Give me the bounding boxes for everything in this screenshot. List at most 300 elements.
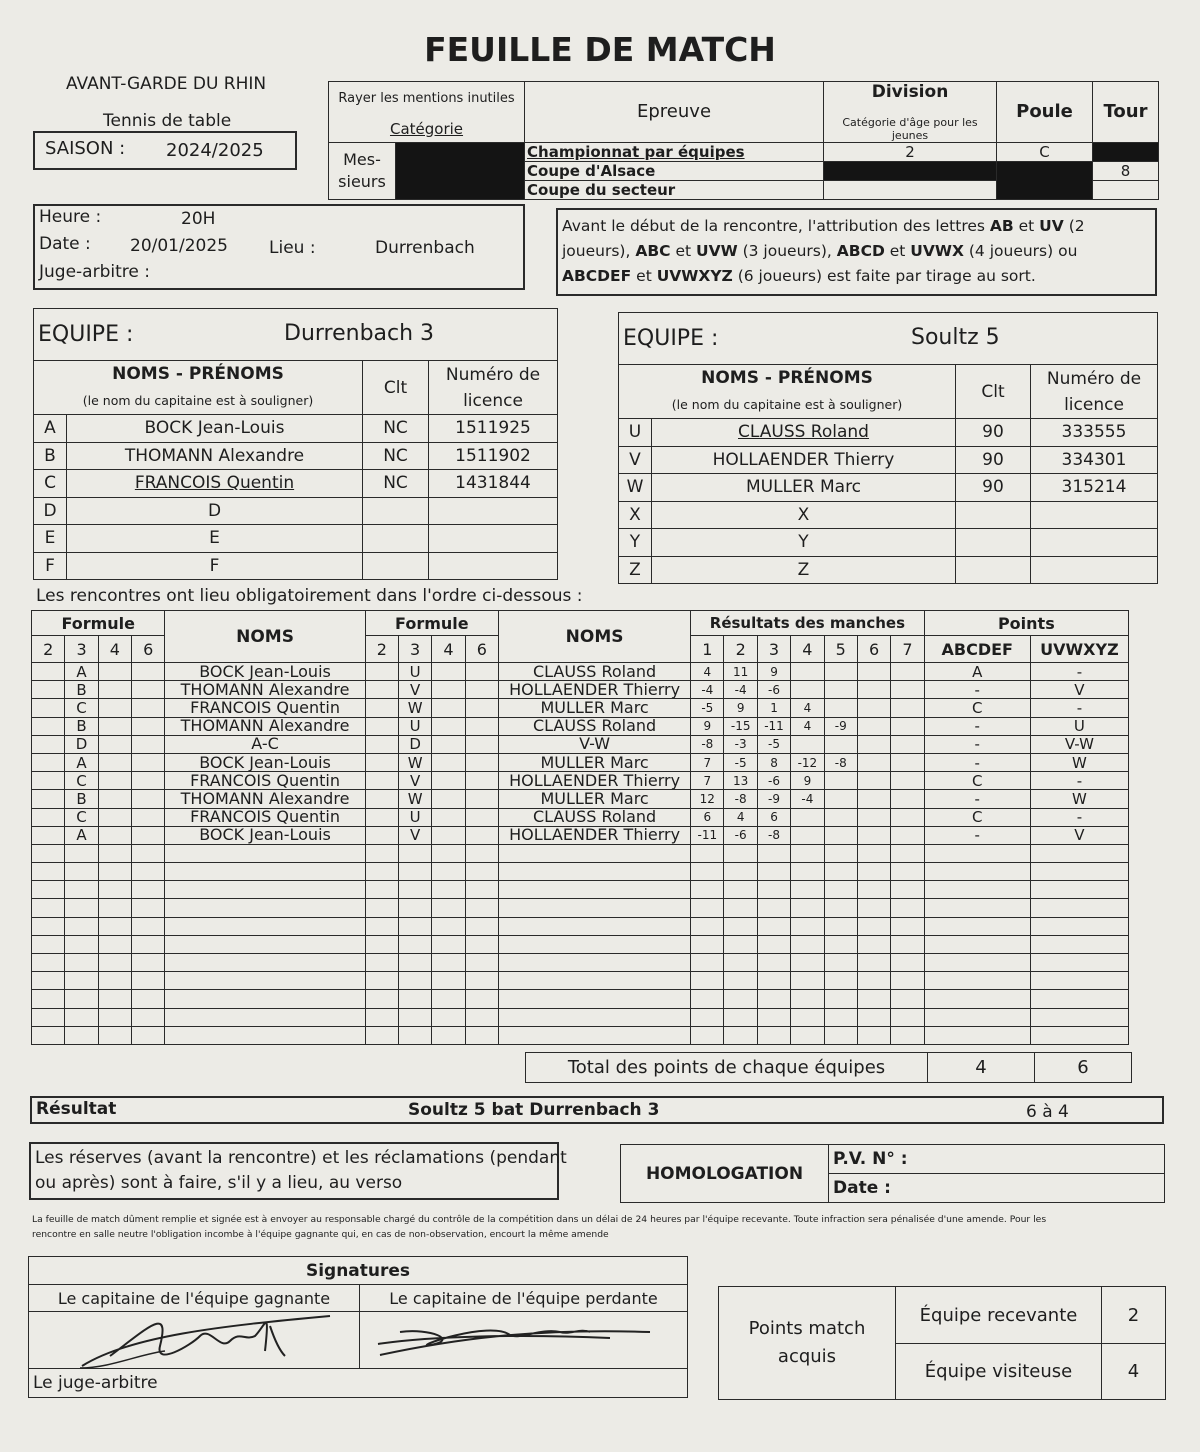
player-row [619,556,1158,584]
formule-6-away-cell [465,663,498,681]
set-score [824,772,857,790]
points-home [924,972,1030,990]
formule-6-home-cell [132,990,165,1008]
points-away [1030,881,1128,899]
formule-3-home: 3 [65,636,98,663]
player-licence: 333555 [1031,419,1158,447]
points-away: - [1030,772,1128,790]
formule-4-home-cell [98,790,131,808]
set-score [757,844,790,862]
set-score [691,1026,724,1044]
set-score [891,790,924,808]
formule-4-away-cell [432,935,465,953]
match-away-name [499,844,691,862]
formule-6-away-cell [465,899,498,917]
set-score [891,917,924,935]
set-score: -3 [724,735,757,753]
match-row [32,935,1129,953]
match-away-name: CLAUSS Roland [499,808,691,826]
points-home [924,1026,1030,1044]
match-row [32,990,1129,1008]
set-score: 4 [724,808,757,826]
formule-3-home-cell: B [65,717,98,735]
set-score [857,735,890,753]
player-letter: A [34,415,67,443]
formule-4-away-cell [432,917,465,935]
match-row [32,917,1129,935]
match-row [32,790,1129,808]
formule-header-home: Formule [32,611,165,636]
formule-4-away-cell [432,717,465,735]
player-clt: 90 [956,474,1031,502]
set-score [724,863,757,881]
formule-2-home-cell [32,790,65,808]
set-score [857,863,890,881]
points-away [1030,1026,1128,1044]
homologation-label: HOMOLOGATION [621,1145,829,1203]
formule-3-home-cell [65,990,98,1008]
set-score [824,863,857,881]
set-score [757,1026,790,1044]
formule-4-away-cell [432,1008,465,1026]
player-clt: 90 [956,446,1031,474]
formule-2-home-cell [32,954,65,972]
set-score: 4 [791,699,824,717]
sport-label: Tennis de table [103,111,232,131]
epreuve-label: Epreuve [525,82,824,143]
formule-3-home-cell [65,972,98,990]
empty-cell [824,180,997,199]
total-away: 6 [1035,1053,1132,1083]
formule-4-home-cell [98,935,131,953]
formule-6-home-cell [132,954,165,972]
formule-2-away-cell [365,735,398,753]
match-home-name [165,1026,365,1044]
division-blackout [824,161,997,180]
signature-loser-scribble [370,1310,660,1370]
player-name: FRANCOIS Quentin [67,470,363,498]
set-score [691,1008,724,1026]
date-label: Date : [39,234,91,254]
points-home: - [924,790,1030,808]
formule-6-away-cell [465,717,498,735]
set-score [824,935,857,953]
formule-header-away: Formule [365,611,498,636]
equipe-visiteuse-points: 4 [1102,1344,1166,1400]
player-row [619,474,1158,502]
points-home [924,881,1030,899]
player-row [34,525,558,553]
set-score: 4 [691,663,724,681]
formule-2-away-cell [365,772,398,790]
licence-header: Numéro de licence [429,361,558,415]
formule-6-away-cell [465,1026,498,1044]
formule-6-home-cell [132,935,165,953]
match-away-name: HOLLAENDER Thierry [499,681,691,699]
match-away-name [499,917,691,935]
points-away [1030,954,1128,972]
formule-6-home-cell [132,917,165,935]
set-score [757,954,790,972]
set-score [891,972,924,990]
set-score [857,663,890,681]
meeting-box [33,204,525,290]
formule-2-away-cell [365,954,398,972]
formule-6-away-cell [465,826,498,844]
match-row [32,826,1129,844]
formule-3-home-cell: A [65,826,98,844]
set-score [857,1008,890,1026]
set-score [824,1008,857,1026]
set-score: -5 [691,699,724,717]
set-2-header: 2 [724,636,757,663]
set-score [691,863,724,881]
set-score [757,881,790,899]
tour-blackout [1093,142,1159,161]
player-clt [956,501,1031,529]
formule-3-home-cell: B [65,790,98,808]
points-away [1030,917,1128,935]
formule-3-home-cell [65,935,98,953]
set-score [691,899,724,917]
formule-4-away-cell [432,772,465,790]
points-away: V [1030,681,1128,699]
player-clt: NC [363,470,429,498]
formule-6-home-cell [132,717,165,735]
match-row [32,1008,1129,1026]
set-score [724,917,757,935]
set-score: 9 [791,772,824,790]
formule-2-home-cell [32,899,65,917]
formule-6-away-cell [465,699,498,717]
formule-6-home-cell [132,808,165,826]
formule-3-away-cell: W [398,699,431,717]
team-away-header [619,313,1158,365]
set-score [891,681,924,699]
formule-3-home-cell [65,1008,98,1026]
set-score: 11 [724,663,757,681]
noms-header-home: NOMS [165,611,365,663]
formule-2-away-cell [365,663,398,681]
team-home-name: Durrenbach 3 [284,321,435,346]
player-letter: E [34,525,67,553]
formule-2-away-cell [365,717,398,735]
formule-6-home-cell [132,899,165,917]
match-row [32,663,1129,681]
player-licence [1031,529,1158,557]
formule-3-away-cell [398,899,431,917]
set-score [724,881,757,899]
set-score [857,899,890,917]
heure-value: 20H [181,209,216,229]
footer-line-1: La feuille de match dûment remplie et signée est à envoyer au responsable chargé du contrôle de la compétition dans un délai de 24 heures par l'équipe recevante. Toute infraction sera pénalisée d'une amende. Pour les [32,1214,1047,1225]
formule-4-home-cell [98,863,131,881]
set-score [791,1026,824,1044]
formule-4-home-cell [98,753,131,771]
match-home-name [165,881,365,899]
player-licence [1031,556,1158,584]
player-name: CLAUSS Roland [652,419,956,447]
formule-4-home-cell [98,1026,131,1044]
set-score [791,844,824,862]
match-home-name: A-C [165,735,365,753]
set-score [691,917,724,935]
formule-6-home: 6 [132,636,165,663]
formule-2-away: 2 [365,636,398,663]
player-row [34,497,558,525]
set-score [691,935,724,953]
points-home [924,990,1030,1008]
reserves-line-1: Les réserves (avant la rencontre) et les réclamations (pendant [35,1148,567,1168]
player-clt [956,556,1031,584]
set-score [757,917,790,935]
player-licence [1031,501,1158,529]
formule-4-away-cell [432,954,465,972]
points-away [1030,899,1128,917]
match-away-name [499,954,691,972]
formule-2-home-cell [32,808,65,826]
resultats-header: Résultats des manches [691,611,925,636]
set-score [857,681,890,699]
set-score [724,899,757,917]
set-score: -4 [691,681,724,699]
formule-3-away-cell [398,844,431,862]
formule-3-away-cell [398,990,431,1008]
formule-2-home-cell [32,772,65,790]
set-7-header: 7 [891,636,924,663]
formule-4-home-cell [98,681,131,699]
set-score [791,990,824,1008]
formule-2-home-cell [32,1008,65,1026]
points-home: C [924,699,1030,717]
equipe-recevante-label: Équipe recevante [896,1287,1102,1344]
signature-winner-scribble [70,1296,370,1376]
formule-2-home-cell [32,863,65,881]
formule-4-home-cell [98,772,131,790]
set-score [691,972,724,990]
match-away-name: MULLER Marc [499,753,691,771]
points-home: C [924,772,1030,790]
set-score [791,863,824,881]
formule-2-away-cell [365,990,398,1008]
formule-3-away-cell [398,935,431,953]
formule-4-home-cell [98,699,131,717]
match-home-name [165,935,365,953]
formule-6-home-cell [132,790,165,808]
set-1-header: 1 [691,636,724,663]
formule-4-away-cell [432,990,465,1008]
coupe-secteur-label: Coupe du secteur [525,180,824,199]
player-name: E [67,525,363,553]
epreuve-table [328,81,1159,200]
player-letter: D [34,497,67,525]
match-row [32,881,1129,899]
set-score [757,990,790,1008]
formule-3-away-cell: V [398,681,431,699]
formule-6-home-cell [132,881,165,899]
match-row [32,735,1129,753]
points-home: - [924,717,1030,735]
points-match-label: Points match acquis [719,1287,896,1400]
set-score [791,1008,824,1026]
match-row [32,681,1129,699]
match-away-name [499,972,691,990]
formule-6-home-cell [132,772,165,790]
licence-header: Numéro de licence [1031,365,1158,419]
set-score: -9 [824,717,857,735]
formule-2-home-cell [32,753,65,771]
formule-6-away-cell [465,972,498,990]
formule-2-home-cell [32,990,65,1008]
capitaine-note: (le nom du capitaine est à souligner) [34,388,363,415]
total-home: 4 [928,1053,1035,1083]
points-away: W [1030,790,1128,808]
formule-4-away-cell [432,844,465,862]
set-score [891,935,924,953]
juge-label: Juge-arbitre : [39,262,150,282]
formule-2-away-cell [365,808,398,826]
set-score [891,663,924,681]
formule-6-home-cell [132,753,165,771]
points-away: - [1030,663,1128,681]
set-score [857,826,890,844]
player-clt: NC [363,442,429,470]
formule-4-away: 4 [432,636,465,663]
set-score [857,881,890,899]
set-score: -6 [724,826,757,844]
player-name: Y [652,529,956,557]
set-score [824,972,857,990]
juge-arbitre-label: Le juge-arbitre [29,1369,688,1398]
formule-4-away-cell [432,808,465,826]
points-home: C [924,808,1030,826]
set-score [891,990,924,1008]
formule-6-away-cell [465,863,498,881]
points-away: W [1030,753,1128,771]
match-away-name [499,899,691,917]
set-score: -8 [757,826,790,844]
formule-6-away-cell [465,935,498,953]
player-row [34,470,558,498]
formule-4-away-cell [432,826,465,844]
formule-2-away-cell [365,844,398,862]
formule-6-home-cell [132,681,165,699]
resultat-text: Soultz 5 bat Durrenbach 3 [408,1100,660,1120]
set-score: -11 [691,826,724,844]
formule-2-home-cell [32,972,65,990]
points-home [924,935,1030,953]
formule-3-home-cell [65,954,98,972]
capitaine-note: (le nom du capitaine est à souligner) [619,392,956,419]
categorie-label: Catégorie [329,116,525,143]
points-away [1030,990,1128,1008]
formule-3-away-cell: V [398,772,431,790]
player-letter: V [619,446,652,474]
match-home-name [165,954,365,972]
formule-2-away-cell [365,972,398,990]
heure-label: Heure : [39,207,102,227]
player-row [619,529,1158,557]
points-home [924,899,1030,917]
match-home-name [165,917,365,935]
points-home [924,917,1030,935]
set-score [857,935,890,953]
formule-3-away: 3 [398,636,431,663]
set-score: 8 [757,753,790,771]
formule-3-home-cell: C [65,808,98,826]
set-score [857,808,890,826]
set-score [824,881,857,899]
points-away [1030,935,1128,953]
match-away-name [499,1008,691,1026]
set-score: -5 [757,735,790,753]
match-away-name: HOLLAENDER Thierry [499,826,691,844]
set-score [857,753,890,771]
set-score [824,735,857,753]
match-row [32,753,1129,771]
formule-4-home-cell [98,990,131,1008]
date-value: 20/01/2025 [130,236,228,256]
rayer-label: Rayer les mentions inutiles [329,82,525,116]
formule-4-home-cell [98,954,131,972]
player-clt [956,529,1031,557]
club-name: AVANT-GARDE DU RHIN [66,74,267,94]
set-score: 6 [691,808,724,826]
set-score [791,808,824,826]
set-4-header: 4 [791,636,824,663]
championnat-label: Championnat par équipes [525,142,824,161]
set-score [857,790,890,808]
set-score [891,717,924,735]
match-away-name: CLAUSS Roland [499,663,691,681]
set-score [724,844,757,862]
set-score [724,935,757,953]
set-score [757,863,790,881]
formule-3-away-cell [398,881,431,899]
formule-2-away-cell [365,863,398,881]
formule-6-away-cell [465,790,498,808]
set-score: 7 [691,753,724,771]
match-home-name: THOMANN Alexandre [165,681,365,699]
set-score [791,935,824,953]
match-row [32,844,1129,862]
match-row [32,699,1129,717]
formule-3-away-cell: U [398,717,431,735]
set-score: -8 [724,790,757,808]
set-score [824,954,857,972]
player-name: Z [652,556,956,584]
player-letter: C [34,470,67,498]
formule-3-away-cell [398,972,431,990]
player-clt [363,525,429,553]
player-licence [429,497,558,525]
player-licence [429,552,558,580]
player-row [619,446,1158,474]
formule-4-home-cell [98,844,131,862]
formule-6-home-cell [132,972,165,990]
division-value: 2 [824,142,997,161]
player-name: MULLER Marc [652,474,956,502]
player-name: D [67,497,363,525]
resultat-label: Résultat [36,1099,117,1119]
abcdef-header: ABCDEF [924,636,1030,663]
player-clt: 90 [956,419,1031,447]
team-home-equipe-label: EQUIPE : [38,322,134,347]
set-score [857,717,890,735]
set-score: 4 [791,717,824,735]
match-home-name: FRANCOIS Quentin [165,772,365,790]
formule-4-away-cell [432,699,465,717]
